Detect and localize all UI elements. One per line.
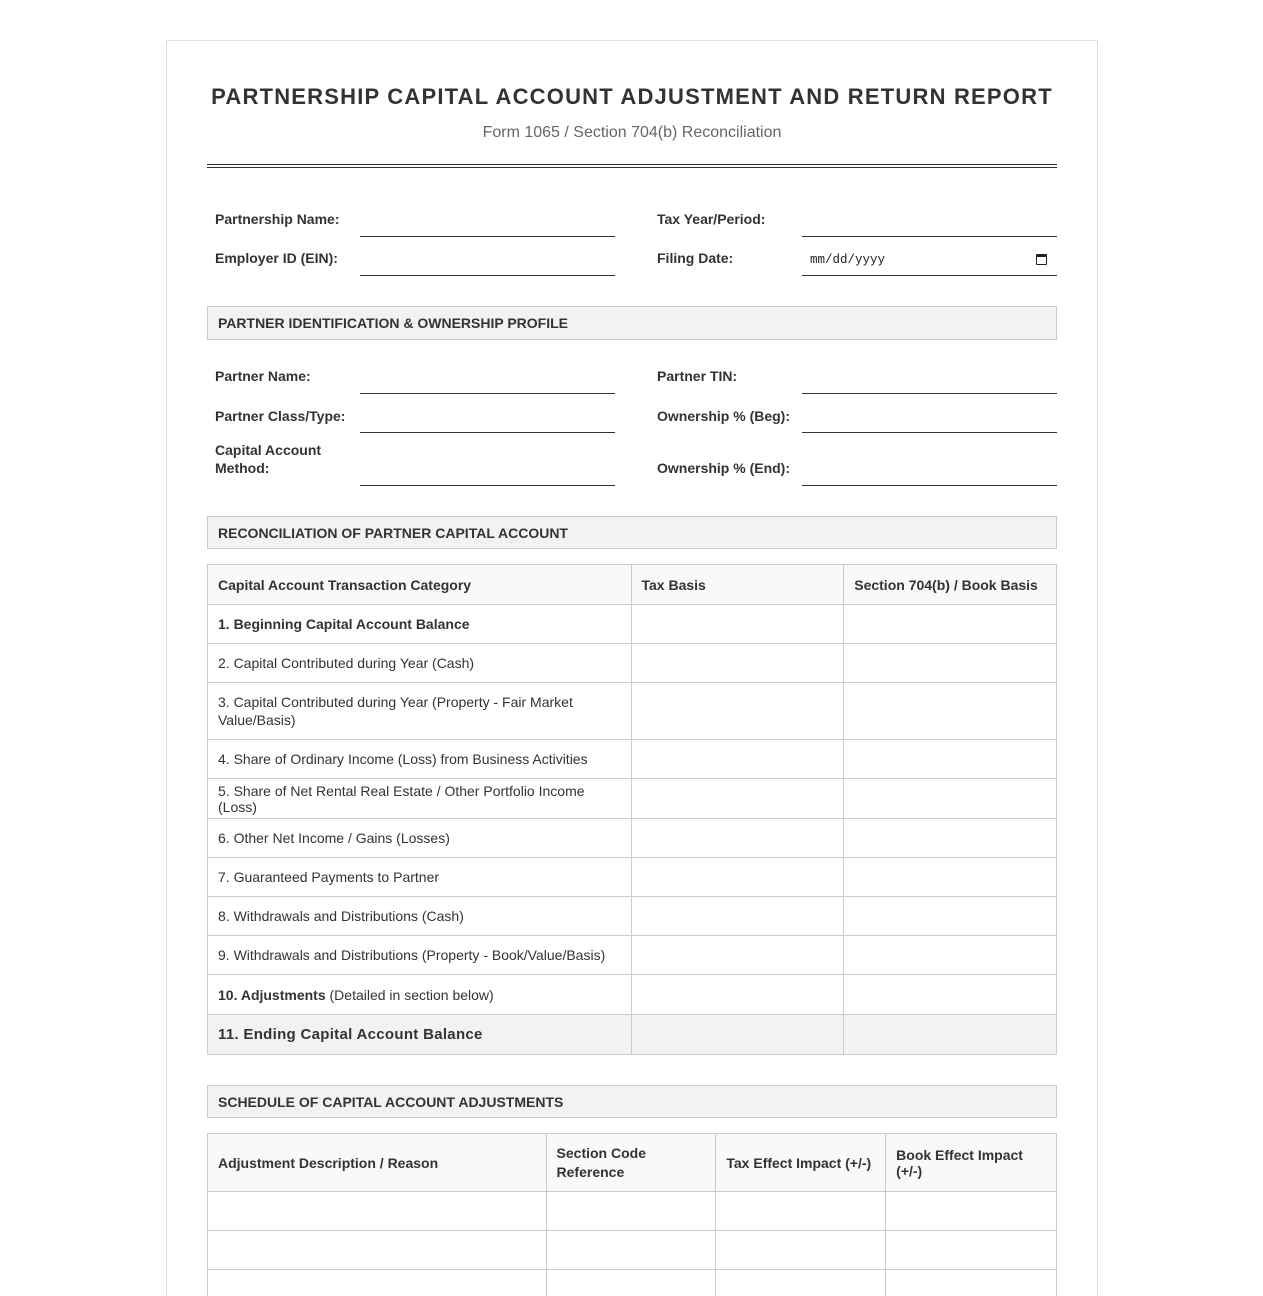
tax-basis-total-cell[interactable] bbox=[631, 1015, 844, 1055]
report-subtitle: Form 1065 / Section 704(b) Reconciliation bbox=[482, 124, 782, 141]
ein-input[interactable] bbox=[360, 246, 615, 276]
total-row bbox=[208, 1015, 1057, 1055]
reconciliation-header-row bbox=[208, 565, 1057, 605]
column-header: Section 704(b) / Book Basis bbox=[844, 565, 1057, 605]
row-label: 7. Guaranteed Payments to Partner bbox=[208, 858, 632, 897]
tax-effect-cell[interactable] bbox=[716, 1231, 886, 1270]
report-page bbox=[166, 40, 1098, 1296]
reconciliation-section-heading: RECONCILIATION OF PARTNER CAPITAL ACCOUNT bbox=[207, 516, 1057, 549]
tax-basis-cell[interactable] bbox=[631, 644, 844, 683]
row-label: 4. Share of Ordinary Income (Loss) from Business Activities bbox=[208, 740, 632, 779]
filing-date-label: Filing Date: bbox=[657, 250, 734, 266]
adjustment-description-cell[interactable] bbox=[208, 1270, 547, 1296]
book-basis-cell[interactable] bbox=[844, 897, 1057, 936]
table-row bbox=[208, 605, 1057, 644]
table-row bbox=[208, 644, 1057, 683]
tax-basis-cell[interactable] bbox=[631, 819, 844, 858]
table-row bbox=[208, 858, 1057, 897]
adjustments-section-heading: SCHEDULE OF CAPITAL ACCOUNT ADJUSTMENTS bbox=[207, 1085, 1057, 1118]
tax-year-input[interactable] bbox=[802, 207, 1057, 237]
table-row bbox=[208, 936, 1057, 975]
adjustment-description-cell[interactable] bbox=[208, 1192, 547, 1231]
filing-date-placeholder: mm/dd/yyyy bbox=[810, 253, 886, 267]
row-label: 8. Withdrawals and Distributions (Cash) bbox=[208, 897, 632, 936]
tax-basis-cell[interactable] bbox=[631, 740, 844, 779]
column-header: Section Code Reference bbox=[546, 1134, 716, 1192]
book-basis-cell[interactable] bbox=[844, 858, 1057, 897]
table-row bbox=[208, 1270, 1057, 1296]
tax-basis-cell[interactable] bbox=[631, 897, 844, 936]
partner-tin-input[interactable] bbox=[802, 364, 1057, 394]
adjustments-header-row bbox=[208, 1134, 1057, 1192]
book-basis-cell[interactable] bbox=[844, 819, 1057, 858]
row-label: 3. Capital Contributed during Year (Property - Fair Market Value/Basis) bbox=[208, 683, 632, 740]
total-label: 11. Ending Capital Account Balance bbox=[208, 1015, 632, 1055]
row-label: 1. Beginning Capital Account Balance bbox=[208, 605, 632, 644]
book-basis-cell[interactable] bbox=[844, 683, 1057, 740]
table-row bbox=[208, 975, 1057, 1015]
title-divider bbox=[207, 164, 1057, 168]
capital-method-input[interactable] bbox=[360, 456, 615, 486]
row-label: 6. Other Net Income / Gains (Losses) bbox=[208, 819, 632, 858]
tax-effect-cell[interactable] bbox=[716, 1192, 886, 1231]
tax-basis-cell[interactable] bbox=[631, 975, 844, 1015]
calendar-icon[interactable] bbox=[1036, 254, 1047, 265]
book-basis-total-cell[interactable] bbox=[844, 1015, 1057, 1055]
tax-basis-cell[interactable] bbox=[631, 936, 844, 975]
ownership-end-input[interactable] bbox=[802, 456, 1057, 486]
partner-name-label: Partner Name: bbox=[215, 368, 311, 384]
tax-basis-cell[interactable] bbox=[631, 605, 844, 644]
partner-class-label: Partner Class/Type: bbox=[215, 408, 346, 424]
ownership-end-label: Ownership % (End): bbox=[657, 460, 790, 476]
ein-label: Employer ID (EIN): bbox=[215, 250, 338, 266]
tax-effect-cell[interactable] bbox=[716, 1270, 886, 1296]
tax-basis-cell[interactable] bbox=[631, 683, 844, 740]
partner-name-input[interactable] bbox=[360, 364, 615, 394]
table-row bbox=[208, 1231, 1057, 1270]
book-basis-cell[interactable] bbox=[844, 644, 1057, 683]
adjustments-table bbox=[207, 1133, 1057, 1296]
column-header: Tax Effect Impact (+/-) bbox=[716, 1134, 886, 1192]
table-row bbox=[208, 683, 1057, 740]
row-label: 5. Share of Net Rental Real Estate / Other Portfolio Income (Loss) bbox=[208, 779, 632, 819]
table-row bbox=[208, 819, 1057, 858]
row-label: 10. Adjustments (Detailed in section below) bbox=[208, 975, 632, 1015]
table-row bbox=[208, 1192, 1057, 1231]
table-row bbox=[208, 897, 1057, 936]
column-header: Tax Basis bbox=[631, 565, 844, 605]
book-basis-cell[interactable] bbox=[844, 936, 1057, 975]
row-label: 2. Capital Contributed during Year (Cash) bbox=[208, 644, 632, 683]
book-basis-cell[interactable] bbox=[844, 975, 1057, 1015]
table-row bbox=[208, 779, 1057, 819]
column-header: Capital Account Transaction Category bbox=[208, 565, 632, 605]
section-code-cell[interactable] bbox=[546, 1270, 716, 1296]
section-code-cell[interactable] bbox=[546, 1231, 716, 1270]
partnership-name-input[interactable] bbox=[360, 207, 615, 237]
ownership-beg-label: Ownership % (Beg): bbox=[657, 408, 791, 424]
report-title: PARTNERSHIP CAPITAL ACCOUNT ADJUSTMENT AND RETURN REPORT bbox=[211, 84, 1053, 109]
tax-basis-cell[interactable] bbox=[631, 858, 844, 897]
table-row bbox=[208, 740, 1057, 779]
partner-class-input[interactable] bbox=[360, 403, 615, 433]
section-code-cell[interactable] bbox=[546, 1192, 716, 1231]
book-basis-cell[interactable] bbox=[844, 740, 1057, 779]
ownership-beg-input[interactable] bbox=[802, 403, 1057, 433]
filing-date-input[interactable] bbox=[802, 246, 1057, 276]
row-label: 9. Withdrawals and Distributions (Property - Book/Value/Basis) bbox=[208, 936, 632, 975]
book-basis-cell[interactable] bbox=[844, 605, 1057, 644]
capital-method-label: Capital Account Method: bbox=[215, 442, 322, 476]
tax-year-label: Tax Year/Period: bbox=[657, 211, 766, 227]
column-header: Adjustment Description / Reason bbox=[208, 1134, 547, 1192]
partner-section-heading: PARTNER IDENTIFICATION & OWNERSHIP PROFILE bbox=[207, 306, 1057, 340]
book-effect-cell[interactable] bbox=[886, 1231, 1057, 1270]
book-effect-cell[interactable] bbox=[886, 1270, 1057, 1296]
reconciliation-table bbox=[207, 564, 1057, 1055]
partnership-name-label: Partnership Name: bbox=[215, 211, 340, 227]
adjustment-description-cell[interactable] bbox=[208, 1231, 547, 1270]
column-header: Book Effect Impact (+/-) bbox=[886, 1134, 1057, 1192]
partner-tin-label: Partner TIN: bbox=[657, 368, 738, 384]
book-basis-cell[interactable] bbox=[844, 779, 1057, 819]
tax-basis-cell[interactable] bbox=[631, 779, 844, 819]
book-effect-cell[interactable] bbox=[886, 1192, 1057, 1231]
